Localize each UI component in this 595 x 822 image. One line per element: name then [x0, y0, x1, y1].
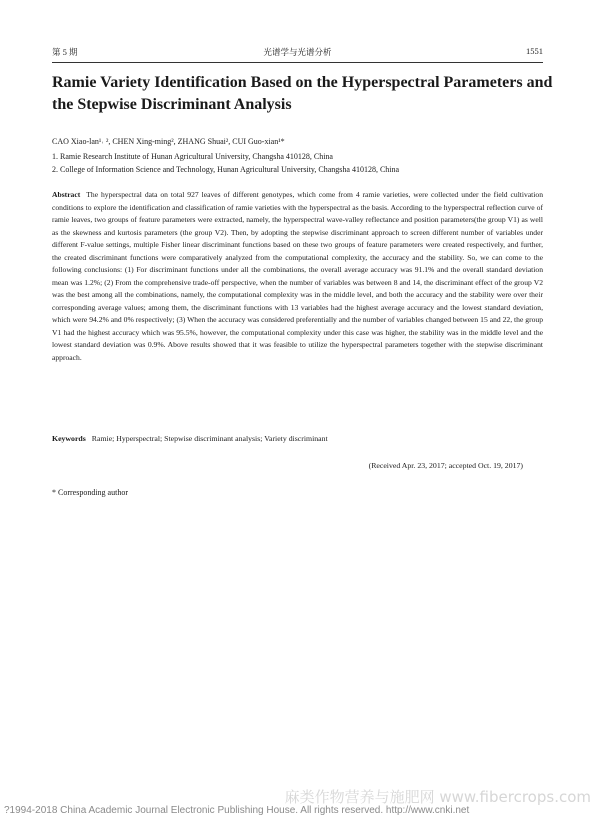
copyright-footer: ?1994-2018 China Academic Journal Electronic Publishing House. All rights reserved. http://www.cnki.net — [4, 805, 470, 816]
journal-name: 光谱学与光谱分析 — [263, 47, 332, 57]
paper-title: Ramie Variety Identification Based on the Hyperspectral Parameters and the Stepwise Discriminant Analysis — [52, 74, 553, 113]
abstract — [52, 189, 543, 364]
received-dates: (Received Apr. 23, 2017; accepted Oct. 19, 2017) — [368, 461, 523, 470]
abstract-label: Abstract — [52, 190, 81, 199]
page-number: 1551 — [526, 46, 543, 56]
keywords-label: Keywords — [52, 434, 86, 443]
corresponding-author-note: * Corresponding author — [52, 488, 128, 497]
author-list: CAO Xiao-lan¹˒ ², CHEN Xing-ming², ZHANG Shuai², CUI Guo-xian¹* — [52, 137, 285, 146]
affiliation-1: 1. Ramie Research Institute of Hunan Agricultural University, Changsha 410128, China — [52, 152, 333, 161]
abstract-text: The hyperspectral data on total 927 leaves of different genotypes, which come from 4 ramie varieties, were collected under the field cultivation conditions to explore the identification and classification of ramie varieties with the hyperspectral as the basis. According to the hyperspectral reflection curve of ramie leaves, two groups of feature parameters were extracted, namely, the hyperspectral wave-valley reflectance and position parameters(the group V1) as well as the skewness and kurtosis parameters (the group V2). Then, by adopting the stepwise discriminant approach to screen different number of variables under different F-value settings, multiple Fisher linear discriminant functions based on these two groups of feature parameters were created respectively, and further, the created discriminant functions were comparatively analyzed from the computational complexity, the accuracy and the stability. So, we can come to the following conclusions: (1) For discriminant functions under all the combinations, the overall average accuracy was 91.1% and the overall standard deviation mean was 1.2%; (2) From the comprehensive trade-off perspective, when the number of variables was between 8 and 14, the discriminant effect of the group V2 was the best among all the combinations, namely, the computational complexity was in the middle level, and both the accuracy and the stability were over their corresponding average values; among them, the discriminant functions with 13 variables had the highest average accuracy and the lowest standard deviation, which were 94.2% and 0% respectively; (3) When the accuracy was considered preferentially and the number of variables changed between 15 and 22, the group V1 had the highest accuracy which was 95.5%, however, the computational complexity under this case was higher, the stability was in the middle level and the lowest standard deviation was 0.9%. Above results showed that it was feasible to utilize the hyperspectral parameters together with the stepwise discriminant approach. — [52, 190, 543, 362]
affiliation-2: 2. College of Information Science and Technology, Hunan Agricultural University, Changsha 410128, China — [52, 165, 400, 174]
journal-issue: 第 5 期 — [52, 47, 78, 57]
keywords — [52, 434, 543, 443]
site-watermark: 麻类作物营养与施肥网 www.fibercrops.com — [284, 788, 591, 806]
header-rule — [52, 62, 543, 63]
keywords-text: Ramie; Hyperspectral; Stepwise discriminant analysis; Variety discriminant — [91, 434, 328, 443]
